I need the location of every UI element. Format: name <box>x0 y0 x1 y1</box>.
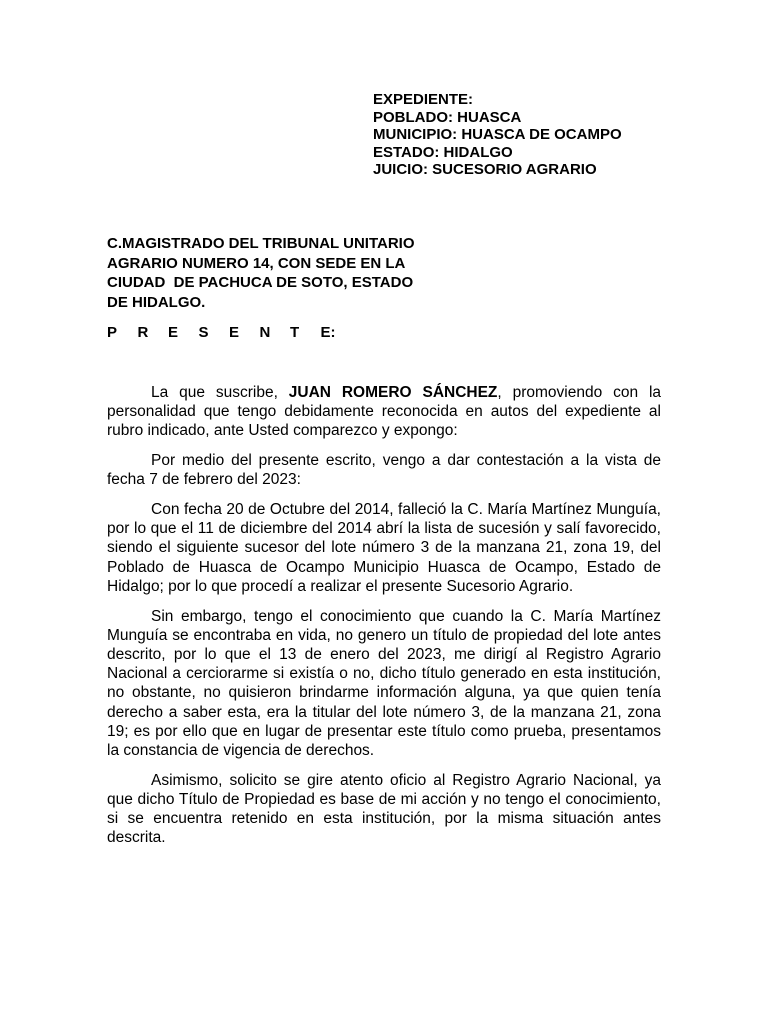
paragraph-4: Sin embargo, tengo el conocimiento que cuando la C. María Martínez Munguía se encontraba en vida, no genero un título de propiedad del lote antes descrito, por lo que el 13 de enero del 2023, me dirigí al Registro Agrario Nacional a cerciorarme si existía o no, dicho título generado en esta institución, no obstante, no quisieron brindarme información alguna, ya que quien tenía derecho a saber esta, era la titular del lote número 3, de la manzana 21, zona 19; es por ello que en lugar de presentar este título como prueba, presentamos la constancia de vigencia de derechos. <box>107 607 661 759</box>
addressee-line-3: CIUDAD DE PACHUCA DE SOTO, ESTADO <box>107 274 414 292</box>
paragraph-2: Por medio del presente escrito, vengo a dar contestación a la vista de fecha 7 de febrero del 2023: <box>107 452 661 489</box>
juicio-line: JUICIO: SUCESORIO AGRARIO <box>373 161 597 179</box>
addressee-line-1: C.MAGISTRADO DEL TRIBUNAL UNITARIO <box>107 235 415 252</box>
poblado-line: POBLADO: HUASCA <box>373 108 522 126</box>
case-header <box>373 91 622 179</box>
paragraph-1 <box>107 383 661 441</box>
signer-name: JUAN ROMERO SÁNCHEZ <box>288 384 498 401</box>
p1-intro: La que suscribe, <box>151 384 289 401</box>
presente-letter: T <box>290 324 300 341</box>
paragraph-5: Asimismo, solicito se gire atento oficio al Registro Agrario Nacional, ya que dicho Título de Propiedad es base de mi acción y no tengo el conocimiento, si se encuentra retenido en esta institución, por la misma situación antes descrita. <box>107 771 661 847</box>
letter-body <box>107 383 661 858</box>
presente-letter: N <box>259 324 271 341</box>
addressee-line-4: DE HIDALGO. <box>107 293 206 311</box>
presente-letter: E <box>229 324 240 341</box>
addressee-line-2: AGRARIO NUMERO 14, CON SEDE EN LA <box>107 254 406 272</box>
presente-letter: R <box>137 324 149 341</box>
presente-letter: P <box>107 324 118 341</box>
addressee-block <box>107 234 427 312</box>
presente-letter: S <box>198 324 209 341</box>
presente-heading <box>107 324 351 342</box>
presente-letter: E <box>168 324 179 341</box>
p1-rest: , promoviendo con la personalidad que tengo debidamente reconocida en autos del expediente al rubro indicado, ante Usted comparezco y expongo: <box>107 384 662 440</box>
paragraph-3: Con fecha 20 de Octubre del 2014, falleció la C. María Martínez Munguía, por lo que el 11 de diciembre del 2014 abrí la lista de sucesión y salí favorecido, siendo el siguiente sucesor del lote número 3 de la manzana 21, zona 19, del Poblado de Huasca de Ocampo Municipio Huasca de Ocampo, Estado de Hidalgo; por lo que procedí a realizar el presente Sucesorio Agrario. <box>107 501 661 595</box>
expediente-line: EXPEDIENTE: <box>373 91 474 108</box>
estado-line: ESTADO: HIDALGO <box>373 143 513 161</box>
presente-letter: E: <box>320 324 336 341</box>
municipio-line: MUNICIPIO: HUASCA DE OCAMPO <box>373 126 622 144</box>
